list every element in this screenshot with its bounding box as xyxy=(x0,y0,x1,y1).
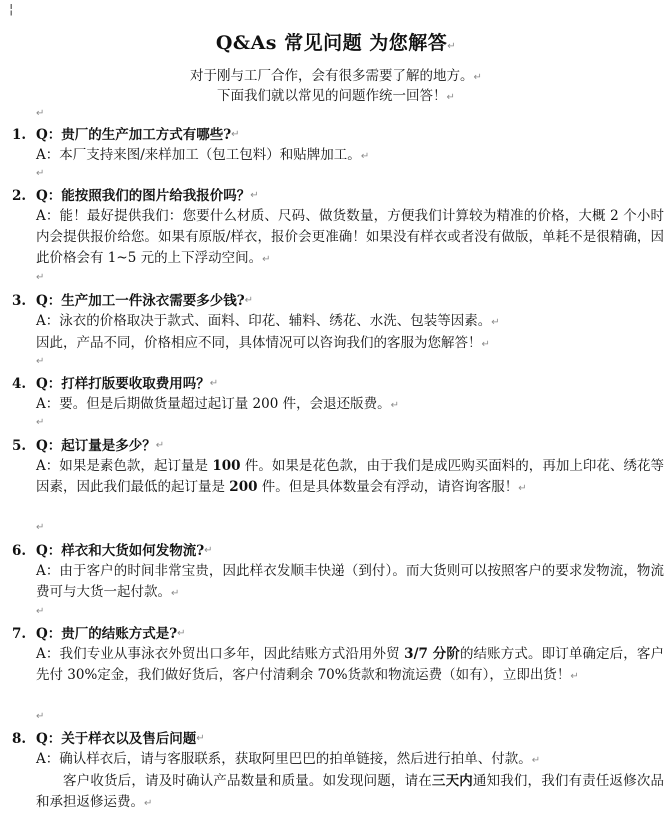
intro-line-2-text: 下面我们就以常见的问题作统一回答！ xyxy=(217,88,447,104)
paragraph-mark-icon: ↵ xyxy=(481,339,490,350)
paragraph-mark-icon: ↵ xyxy=(36,108,45,119)
question-number: 2. xyxy=(12,188,27,204)
question xyxy=(12,291,664,311)
answer-text: A：本厂支持来图/来样加工（包工包料）和贴牌加工。 xyxy=(36,147,361,163)
answer xyxy=(36,145,664,167)
answer xyxy=(36,311,664,355)
answer-text: A：要。但是后期做货量超过起订量 200 件，会退还版费。 xyxy=(36,396,391,412)
question-number: 6. xyxy=(12,543,27,559)
answer-text: 因此，产品不同，价格相应不同，具体情况可以咨询我们的客服为您解答！ xyxy=(36,335,482,351)
paragraph-mark-icon: ↵ xyxy=(491,317,500,328)
paragraph-mark-icon: ↵ xyxy=(209,378,219,389)
paragraph-mark-icon: ↵ xyxy=(390,400,399,411)
question-text: Q：起订量是多少？ xyxy=(36,438,156,454)
question-number: 5. xyxy=(12,438,27,454)
answer xyxy=(36,644,664,687)
paragraph-mark-icon: ↵ xyxy=(36,522,45,533)
answer-emphasis: 100 xyxy=(212,458,241,474)
paragraph-mark-icon: ↵ xyxy=(447,41,457,52)
paragraph-mark-icon: ↵ xyxy=(144,798,153,809)
paragraph-mark-icon: ↵ xyxy=(177,628,186,639)
page-title-text: Q&As 常见问题 为您解答 xyxy=(215,32,448,54)
paragraph-mark-icon: ↵ xyxy=(36,272,45,283)
qa-item-6 xyxy=(12,541,664,604)
question xyxy=(12,729,664,749)
paragraph-mark-icon: ↵ xyxy=(262,254,271,265)
question xyxy=(12,624,664,644)
question-text: Q：生产加工一件泳衣需要多少钱? xyxy=(36,293,245,309)
question xyxy=(12,186,664,206)
paragraph-mark-icon: ↵ xyxy=(231,129,240,140)
paragraph-mark-icon: ↵ xyxy=(518,483,527,494)
paragraph-mark-icon: ↵ xyxy=(36,711,45,722)
answer-text: A：由于客户的时间非常宝贵，因此样衣发顺丰快递（到付）。而大货则可以按照客户的要求发物流，物流费可与大货一起付款。 xyxy=(36,563,664,600)
question-number: 3. xyxy=(12,293,27,309)
answer xyxy=(36,561,664,604)
question-text: Q：样衣和大货如何发物流? xyxy=(36,543,205,559)
answer xyxy=(36,456,664,499)
answer xyxy=(36,206,664,270)
paragraph-mark-icon: ↵ xyxy=(36,356,45,367)
intro-line-2 xyxy=(0,84,672,104)
intro-line-1 xyxy=(0,64,672,84)
question-number: 4. xyxy=(12,376,27,392)
question xyxy=(12,125,664,145)
answer xyxy=(36,394,664,416)
paragraph-mark-icon: ↵ xyxy=(196,733,205,744)
question xyxy=(12,374,664,394)
paragraph-mark-icon: ↵ xyxy=(244,295,254,306)
answer-text: 件。如果是花色款，由于我们是成匹购买面料的，再加上印花、绣花等因素，因此我们最低的起订量是 xyxy=(36,458,664,495)
qa-item-2 xyxy=(12,186,664,270)
intro-line-1-text: 对于刚与工厂合作，会有很多需要了解的地方。 xyxy=(190,68,474,84)
page-title xyxy=(0,28,672,55)
question-number: 7. xyxy=(12,626,27,642)
paragraph-mark-icon: ↵ xyxy=(570,671,579,682)
paragraph-mark-icon: ↵ xyxy=(155,440,165,451)
answer-text: 件。但是具体数量会有浮动，请咨询客服！ xyxy=(257,479,519,495)
qa-item-4 xyxy=(12,374,664,416)
qa-item-3 xyxy=(12,291,664,355)
answer-text: A：能！最好提供我们：您要什么材质、尺码、做货数量，方便我们计算较为精准的价格，大概 2 个小时内会提供报价给您。如果有原版/样衣，报价会更准确！如果没有样衣或者没有做版，单耗不是很精确，因此价格会有 1~5 元的上下浮动空间。 xyxy=(36,208,664,266)
question-text: Q：能按照我们的图片给我报价吗？ xyxy=(36,188,251,204)
paragraph-mark-icon: ↵ xyxy=(446,92,455,103)
paragraph-mark-icon: ↵ xyxy=(171,588,180,599)
answer-text: A：泳衣的价格取决于款式、面料、印花、辅料、绣花、水洗、包装等因素。 xyxy=(36,313,492,329)
question-number: 1. xyxy=(12,127,27,143)
question-text: Q：打样打版要收取费用吗？ xyxy=(36,376,210,392)
question xyxy=(12,436,664,456)
qa-item-7 xyxy=(12,624,664,687)
answer-text: 的结账方式。即订单确定后，客户先付 30%定金，我们做好货后，客户付清剩余 70%货款和物流运费（如有），立即出货！ xyxy=(36,646,665,683)
paragraph-mark-icon: ↵ xyxy=(36,606,45,617)
question xyxy=(12,541,664,561)
answer-text: A：如果是素色款，起订量是 xyxy=(36,458,213,474)
paragraph-mark-icon: ↵ xyxy=(36,168,45,179)
paragraph-mark-icon: ↵ xyxy=(473,72,482,83)
answer xyxy=(36,749,664,814)
answer-emphasis: 200 xyxy=(229,479,258,495)
answer-text: A：我们专业从事泳衣外贸出口多年，因此结账方式沿用外贸 xyxy=(36,646,405,662)
paragraph-mark-icon: ↵ xyxy=(36,417,45,428)
paragraph-mark-icon: ↵ xyxy=(531,755,541,766)
paragraph-mark-icon: ↵ xyxy=(250,190,259,201)
text-cursor-mark: ¦ xyxy=(9,2,14,17)
qa-item-5 xyxy=(12,436,664,499)
answer-emphasis: 三天内 xyxy=(431,773,473,789)
paragraph-mark-icon: ↵ xyxy=(360,151,370,162)
qa-item-8 xyxy=(12,729,664,814)
question-number: 8. xyxy=(12,731,27,747)
paragraph-mark-icon: ↵ xyxy=(204,545,213,556)
answer-text: 客户收货后，请及时确认产品数量和质量。如发现问题，请在 xyxy=(63,773,432,789)
question-text: Q：贵厂的生产加工方式有哪些? xyxy=(36,127,232,143)
answer-text: A：确认样衣后，请与客服联系，获取阿里巴巴的拍单链接，然后进行拍单、付款。 xyxy=(36,751,532,767)
answer-text: 通知我们，我们有责任返修次品和承担返修运费。 xyxy=(36,773,665,810)
question-text: Q：贵厂的结账方式是? xyxy=(36,626,178,642)
qa-item-1 xyxy=(12,125,664,167)
question-text: Q：关于样衣以及售后问题 xyxy=(36,731,197,747)
answer-emphasis: 3/7 分阶 xyxy=(404,646,460,662)
